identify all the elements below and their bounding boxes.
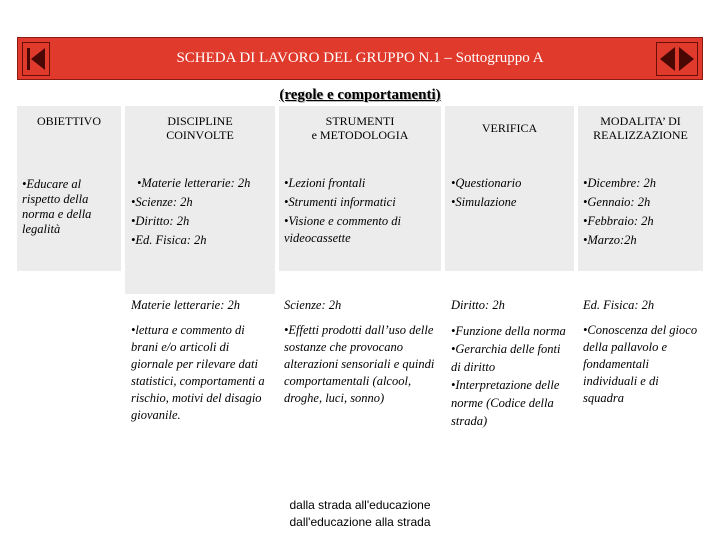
list-item: •Ed. Fisica: 2h <box>131 233 207 247</box>
header-obiettivo: OBIETTIVO <box>37 114 101 128</box>
footer-text: dalla strada all'educazione dall'educazione alla strada <box>289 498 431 529</box>
content-diritto <box>451 322 573 430</box>
list-item: •Funzione della norma <box>451 324 566 338</box>
list-item: •Marzo:2h <box>583 233 637 247</box>
header-modalita: MODALITA’ DI REALIZZAZIONE <box>593 114 688 142</box>
header-discipline: DISCIPLINE COINVOLTE <box>166 114 234 142</box>
list-item: •Dicembre: 2h <box>583 176 656 190</box>
first-slide-button[interactable] <box>22 42 50 76</box>
title-bar <box>17 37 703 80</box>
list-item: •Visione e commento di videocassette <box>284 214 401 245</box>
list-item: •Scienze: 2h <box>131 195 193 209</box>
content-scienze: •Effetti prodotti dall’uso delle sostanze che provocano alterazioni sensoriali e quindi comportamentali (alcool, droghe, luci, sonno) <box>284 323 435 405</box>
list-item: •Diritto: 2h <box>131 214 190 228</box>
list-item: •Febbraio: 2h <box>583 214 654 228</box>
content-letterarie: •lettura e commento di brani e/o articoli di giornale per rilevare dati statistici, comportamenti a rischio, motivi del disagio giovanile. <box>131 323 265 422</box>
header-verifica: VERIFICA <box>481 121 538 135</box>
page-title: SCHEDA DI LAVORO DEL GRUPPO N.1 – Sottogruppo A <box>176 50 544 66</box>
subject-scienze: Scienze: 2h <box>284 298 342 312</box>
prev-next-icon <box>657 43 697 75</box>
subtitle: (regole e comportamenti) <box>279 87 441 103</box>
list-item: •Gennaio: 2h <box>583 195 651 209</box>
list-item: •Strumenti informatici <box>284 195 396 209</box>
strumenti-list <box>284 174 439 247</box>
list-item: •Gerarchia delle fonti di diritto <box>451 342 561 374</box>
header-strumenti: STRUMENTI e METODOLOGIA <box>311 114 409 142</box>
subject-fisica: Ed. Fisica: 2h <box>583 298 655 312</box>
content-fisica: •Conoscenza del gioco della pallavolo e fondamentali individuali e di squadra <box>583 323 698 405</box>
skip-back-icon <box>23 43 49 75</box>
obiettivo-text: •Educare al rispetto della norma e della legalità <box>22 177 92 236</box>
list-item: •Questionario <box>451 176 522 190</box>
modalita-list <box>583 174 701 250</box>
nav-prev-next-button[interactable] <box>656 42 698 76</box>
subject-diritto: Diritto: 2h <box>451 298 505 312</box>
list-item: •Lezioni frontali <box>284 176 366 190</box>
verifica-list <box>451 174 573 212</box>
list-item: •Simulazione <box>451 195 517 209</box>
discipline-list <box>131 174 273 250</box>
list-item: •Interpretazione delle norme (Codice della strada) <box>451 378 560 428</box>
subject-letterarie: Materie letterarie: 2h <box>131 298 240 312</box>
list-item: •Materie letterarie: 2h <box>137 176 251 190</box>
